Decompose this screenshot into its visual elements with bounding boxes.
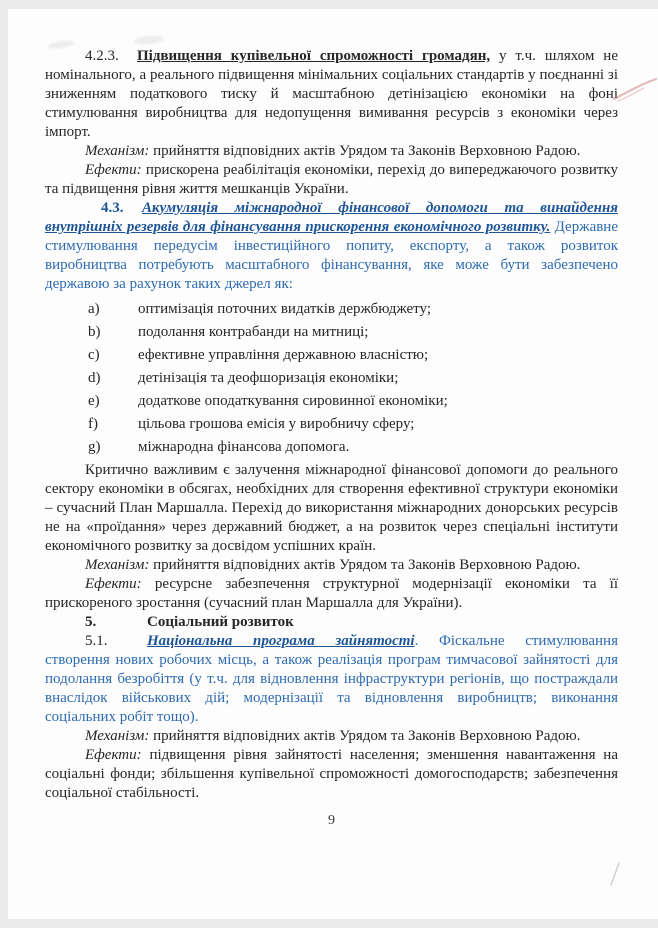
list-item: [45, 415, 618, 434]
mechanism-paragraph: [45, 142, 618, 161]
list-item-letter: f): [88, 416, 98, 432]
list-item: [45, 346, 618, 365]
page-content: [8, 9, 658, 830]
pencil-slash-mark: [608, 861, 622, 887]
section-5-heading: [45, 613, 618, 632]
mechanism-paragraph: [45, 727, 618, 746]
section-number: 5.1.: [85, 633, 108, 649]
mechanism-label: Механізм:: [85, 728, 150, 744]
effects-label: Ефекти:: [85, 576, 142, 592]
section-5-1-paragraph: [45, 632, 618, 727]
list-item-letter: c): [88, 347, 100, 363]
section-4-3-title: Акумуляція міжнародної фінансової допомоги та винайдення внутрішніх резервів для фінансування прискорення економічного розвитку.: [45, 200, 618, 235]
list-item-text: міжнародна фінансова допомога.: [138, 439, 350, 455]
section-4-2-3-paragraph: [45, 47, 618, 142]
marshall-plan-paragraph: Критично важливим є залучення міжнародної фінансової допомоги до реального сектору економіки в обсягах, необхідних для створення ефективної структури економіки – сучасний План Маршалла. Перехід до використання міжнародних донорських ресурсів не на «проїдання» через державний бюджет, а на розвиток через спеціальні інститути економічного розвитку за досвідом успішних країн.: [45, 462, 618, 554]
list-item-text: ефективне управління державною власністю;: [138, 347, 429, 363]
document-page: [8, 9, 658, 919]
list-item: [45, 392, 618, 411]
section-5-1-body: . Фіскальне стимулювання створення нових робочих місць, а також реалізація програм тимчасової зайнятості для подолання безробіття (у т.ч. для відновлення інфраструктури регіонів, що постраждали внаслідок військових дій; модернізації та відновлення виробництв; виконання соціальних робіт тощо).: [45, 633, 618, 725]
list-item-letter: g): [88, 439, 101, 455]
list-item-letter: d): [88, 370, 101, 386]
list-item: [45, 369, 618, 388]
list-item-text: додаткове оподаткування сировинної економіки;: [138, 393, 448, 409]
section-4-2-3-title: Підвищення купівельної спроможності громадян,: [137, 48, 491, 64]
page-number: 9: [328, 813, 335, 828]
section-5-title: Соціальний розвиток: [147, 614, 294, 630]
effects-label: Ефекти:: [85, 747, 142, 763]
effects-text: ресурсне забезпечення структурної модернізації економіки та її прискореного зростання (сучасний план Маршалла для України).: [45, 576, 618, 611]
list-item-text: цільова грошова емісія у виробничу сферу;: [138, 416, 415, 432]
mechanism-label: Механізм:: [85, 143, 150, 159]
effects-text: прискорена реабілітація економіки, перехід до випереджаючого розвитку та підвищення рівня життя мешканців України.: [45, 162, 618, 197]
section-4-2-3-body: у т.ч. шляхом не номінального, а реального підвищення мінімальних соціальних стандартів у поєднанні зі зниженням податкового тиску й масштабною детінізацією економіки на фоні стимулювання виробництва для недопущення вимивання ресурсів з економіки через імпорт.: [45, 48, 618, 140]
mechanism-text: прийняття відповідних актів Урядом та Законів Верховною Радою.: [149, 143, 581, 159]
section-number: 4.3.: [101, 200, 124, 216]
mechanism-text: прийняття відповідних актів Урядом та Законів Верховною Радою.: [149, 728, 581, 744]
mechanism-paragraph: [45, 556, 618, 575]
list-item-letter: a): [88, 301, 100, 317]
effects-label: Ефекти:: [85, 162, 142, 178]
section-number: 5.: [85, 614, 97, 630]
pen-scribble-mark: [612, 75, 658, 105]
section-4-3-body: Державне стимулювання передусім інвестиційного попиту, експорту, а також розвиток виробництва потребують масштабного фінансування, яке може бути забезпечено державою за рахунок таких джерел як:: [45, 219, 618, 292]
list-item-letter: b): [88, 324, 101, 340]
section-5-1-title: Національна програма зайнятості: [147, 633, 415, 649]
funding-sources-list: [45, 300, 618, 457]
effects-text: підвищення рівня зайнятості населення; зменшення навантаження на соціальні фонди; збільшення купівельної спроможності домогосподарств; забезпечення соціальної стабільності.: [45, 747, 618, 801]
effects-paragraph: [45, 575, 618, 613]
effects-paragraph: [45, 746, 618, 803]
list-item: [45, 323, 618, 342]
section-4-3-paragraph: [45, 199, 618, 294]
effects-paragraph: [45, 161, 618, 199]
mechanism-label: Механізм:: [85, 557, 150, 573]
mechanism-text: прийняття відповідних актів Урядом та Законів Верховною Радою.: [149, 557, 581, 573]
section-number: 4.2.3.: [85, 48, 119, 64]
list-item: [45, 438, 618, 457]
list-item-letter: e): [88, 393, 100, 409]
list-item-text: детінізація та деофшоризація економіки;: [138, 370, 399, 386]
list-item-text: оптимізація поточних видатків держбюджету;: [138, 301, 432, 317]
list-item-text: подолання контрабанди на митниці;: [138, 324, 369, 340]
list-item: [45, 300, 618, 319]
